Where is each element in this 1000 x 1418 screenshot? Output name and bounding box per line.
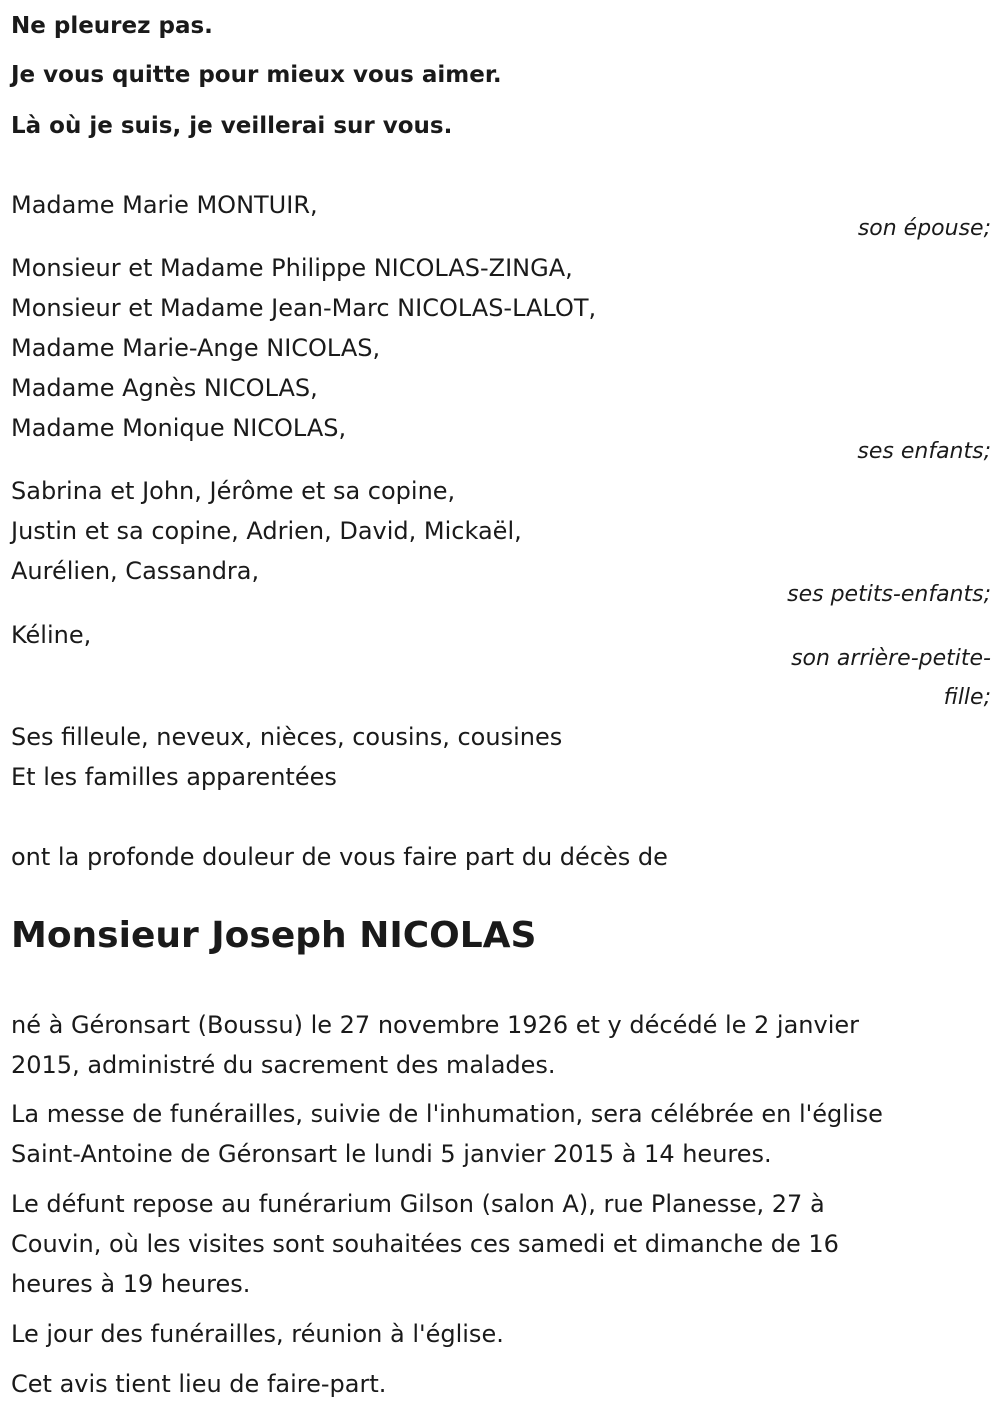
- child-name: Madame Agnès NICOLAS,: [11, 374, 318, 402]
- great-grandchild-role-cont: fille;: [943, 685, 991, 710]
- child-name: Monsieur et Madame Philippe NICOLAS-ZINGA,: [11, 254, 573, 282]
- announcement: ont la profonde douleur de vous faire part du décès de: [11, 843, 668, 871]
- children-role: ses enfants;: [857, 439, 991, 464]
- great-grandchild-role: son arrière-petite-: [791, 646, 991, 671]
- child-name: Madame Monique NICOLAS,: [11, 414, 347, 442]
- detail-line: heures à 19 heures.: [11, 1270, 251, 1298]
- grandchildren-role: ses petits-enfants;: [787, 582, 991, 607]
- others-line: Et les familles apparentées: [11, 763, 337, 791]
- poem-line: Je vous quitte pour mieux vous aimer.: [11, 62, 502, 88]
- detail-line: né à Géronsart (Boussu) le 27 novembre 1926 et y décédé le 2 janvier: [11, 1011, 860, 1039]
- child-name: Madame Marie-Ange NICOLAS,: [11, 334, 381, 362]
- grandchildren-line: Justin et sa copine, Adrien, David, Mickaël,: [11, 517, 522, 545]
- grandchildren-line: Aurélien, Cassandra,: [11, 557, 260, 585]
- others-line: Ses filleule, neveux, nièces, cousins, cousines: [11, 723, 563, 751]
- child-name: Monsieur et Madame Jean-Marc NICOLAS-LALOT,: [11, 294, 597, 322]
- detail-line: La messe de funérailles, suivie de l'inhumation, sera célébrée en l'église: [11, 1100, 883, 1128]
- spouse-name: Madame Marie MONTUIR,: [11, 191, 318, 219]
- spouse-role: son épouse;: [857, 216, 991, 241]
- detail-line: 2015, administré du sacrement des malades.: [11, 1051, 556, 1079]
- grandchildren-line: Sabrina et John, Jérôme et sa copine,: [11, 477, 456, 505]
- detail-line: Saint-Antoine de Géronsart le lundi 5 janvier 2015 à 14 heures.: [11, 1140, 772, 1168]
- detail-line: Le jour des funérailles, réunion à l'église.: [11, 1320, 504, 1348]
- deceased-name: Monsieur Joseph NICOLAS: [11, 915, 537, 956]
- poem-line: Là où je suis, je veillerai sur vous.: [11, 113, 453, 139]
- detail-line: Couvin, où les visites sont souhaitées ces samedi et dimanche de 16: [11, 1230, 839, 1258]
- great-grandchild-name: Kéline,: [11, 621, 92, 649]
- detail-line: Le défunt repose au funérarium Gilson (salon A), rue Planesse, 27 à: [11, 1190, 825, 1218]
- detail-line: Cet avis tient lieu de faire-part.: [11, 1370, 387, 1398]
- poem-line: Ne pleurez pas.: [11, 13, 213, 39]
